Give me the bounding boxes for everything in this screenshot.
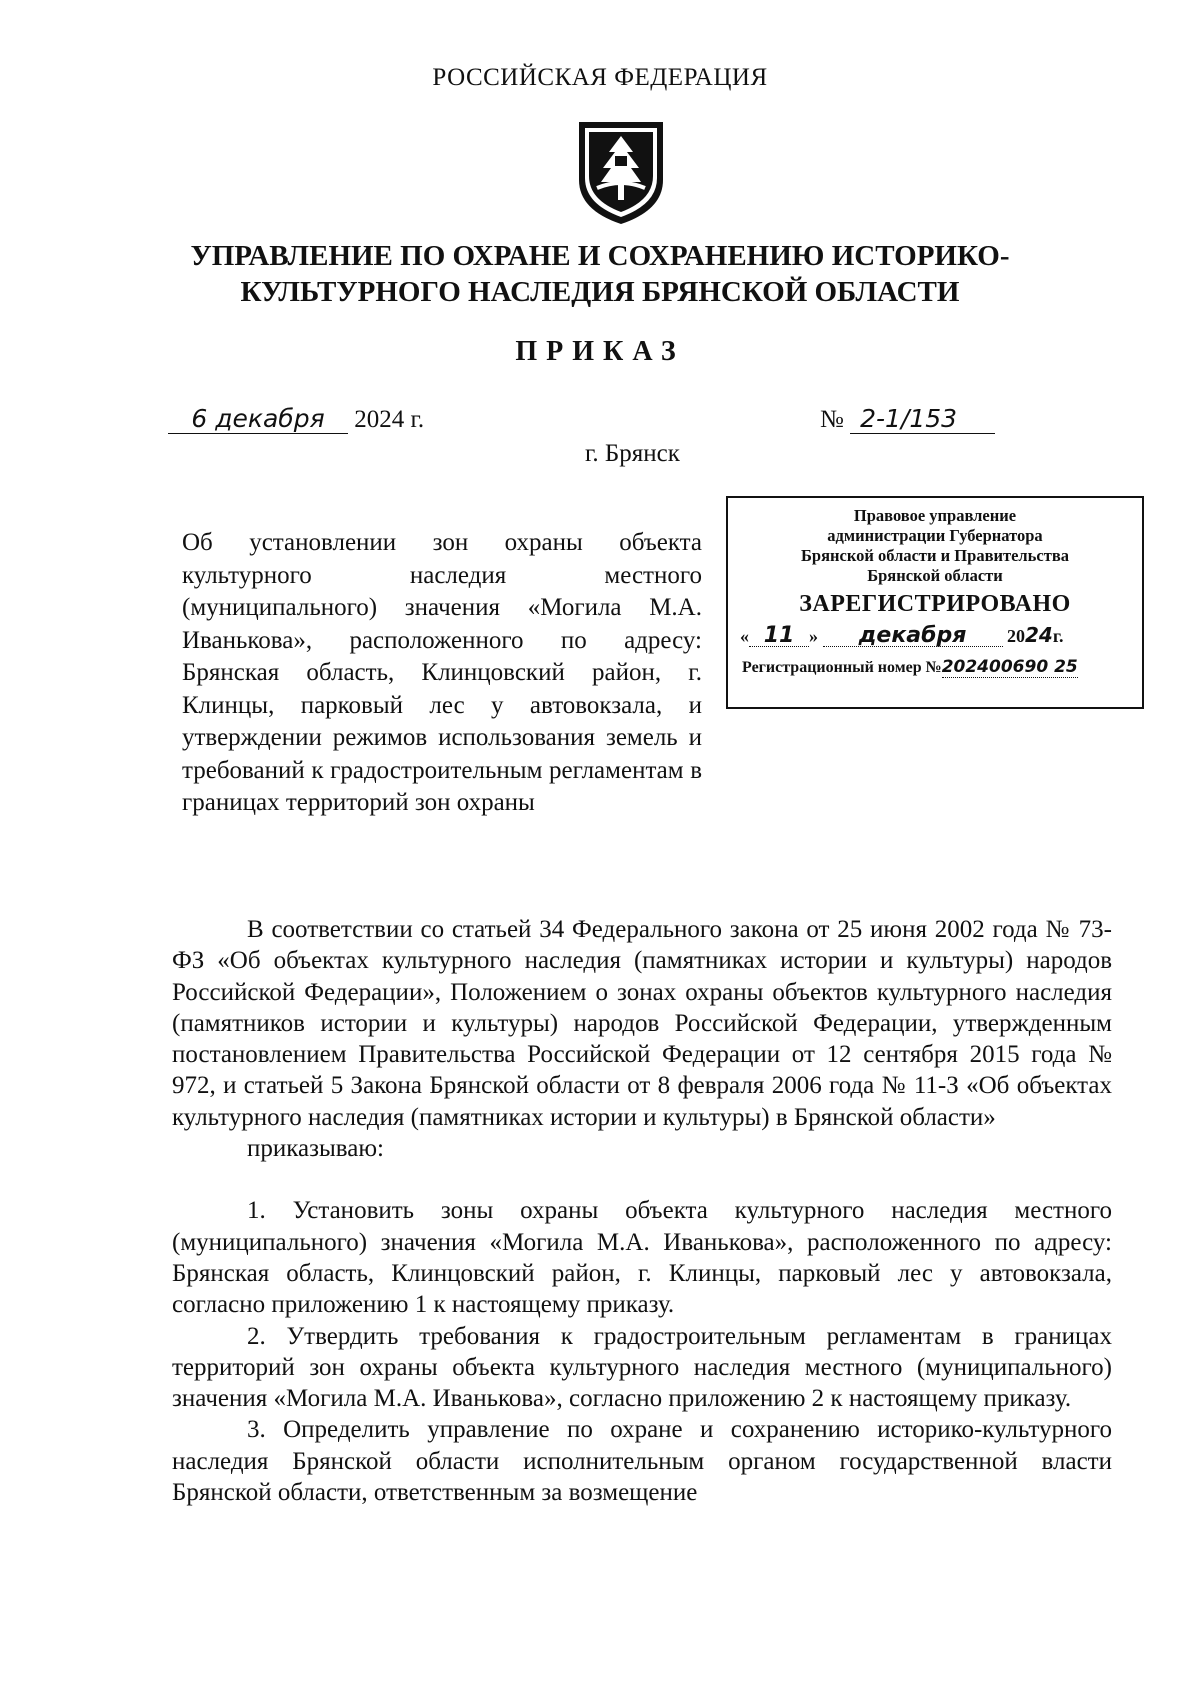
organization-title-line2: КУЛЬТУРНОГО НАСЛЕДИЯ БРЯНСКОЙ ОБЛАСТИ bbox=[240, 276, 960, 308]
stamp-registered: ЗАРЕГИСТРИРОВАНО bbox=[799, 591, 1071, 617]
coat-of-arms-icon bbox=[575, 118, 667, 228]
item-1: 1. Установить зоны охраны объекта культурного наследия местного (муниципального) значения «Могила М.А. Иванькова», расположенного по адресу: Брянская область, Клинцовский район, г. Клинцы, парковый лес у автовокзала, согласно приложению 1 к настоящему приказу. bbox=[172, 1197, 1112, 1319]
item-3: 3. Определить управление по охране и сохранению историко-культурного наследия Брянской области исполнительным органом государственной власти Брянской области, ответственным за возмещение bbox=[172, 1416, 1112, 1507]
item-2: 2. Утвердить требования к градостроительным регламентам в границах территорий зон охраны объекта культурного наследия местного (муниципального) значения «Могила М.А. Иванькова», согласно приложению 2 к настоящему приказу. bbox=[172, 1322, 1112, 1413]
preamble-paragraph: В соответствии со статьей 34 Федерального закона от 25 июня 2002 года № 73-ФЗ «Об объектах культурного наследия (памятниках истории и культуры) народов Российской Федерации», Положением о зонах охраны объектов культурного наследия (памятников истории и культуры) народов Российской Федерации, утвержденным постановлением Правительства Российской Федерации от 12 сентября 2015 года № 972, и статьей 5 Закона Брянской области от 8 февраля 2006 года № 11-З «Об объектах культурного наследия (памятниках истории и культуры) в Брянской области» bbox=[172, 916, 1112, 1131]
stamp-line3: Брянской области и Правительства bbox=[801, 546, 1069, 565]
stamp-line4: Брянской области bbox=[867, 566, 1003, 585]
stamp-day: 11 bbox=[749, 626, 809, 647]
stamp-year-prefix: 20 bbox=[1007, 626, 1025, 646]
regno-label: Регистрационный номер № bbox=[742, 659, 942, 676]
organization-title-line1: УПРАВЛЕНИЕ ПО ОХРАНЕ И СОХРАНЕНИЮ ИСТОРИКО- bbox=[190, 240, 1010, 272]
registration-stamp bbox=[726, 496, 1144, 709]
stamp-date: « 11 » декабря 2024г. bbox=[740, 623, 1064, 648]
regno-value: 202400690 25 bbox=[941, 657, 1078, 677]
stamp-year-suffix: 24 bbox=[1025, 623, 1053, 647]
handwritten-number: 2-1/153 bbox=[850, 404, 995, 434]
document-type: ПРИКАЗ bbox=[515, 336, 685, 367]
order-word: приказываю: bbox=[247, 1135, 384, 1163]
stamp-month: декабря bbox=[823, 626, 1003, 647]
order-date bbox=[168, 404, 424, 434]
order-number bbox=[820, 404, 995, 434]
handwritten-date: 6 декабря bbox=[168, 404, 348, 434]
order-year: 2024 г. bbox=[354, 406, 425, 433]
stamp-year-end: г. bbox=[1052, 626, 1064, 646]
stamp-line2: администрации Губернатора bbox=[827, 526, 1043, 545]
number-label: № bbox=[820, 406, 844, 433]
stamp-registration-number bbox=[728, 657, 1142, 678]
stamp-line1: Правовое управление bbox=[853, 506, 1017, 525]
country-heading: РОССИЙСКАЯ ФЕДЕРАЦИЯ bbox=[432, 64, 768, 91]
order-city: г. Брянск bbox=[585, 440, 680, 467]
order-body bbox=[172, 914, 1112, 1508]
organization-title bbox=[120, 238, 1080, 310]
order-subject: Об установлении зон охраны объекта культурного наследия местного (муниципального) значения «Могила М.А. Иванькова», расположенного по адресу: Брянская область, Клинцовский район, г. Клинцы, парковый лес у автовокзала, и утверждении режимов использования земель и требований к градостроительным регламентам в границах территорий зон охраны bbox=[182, 529, 702, 816]
